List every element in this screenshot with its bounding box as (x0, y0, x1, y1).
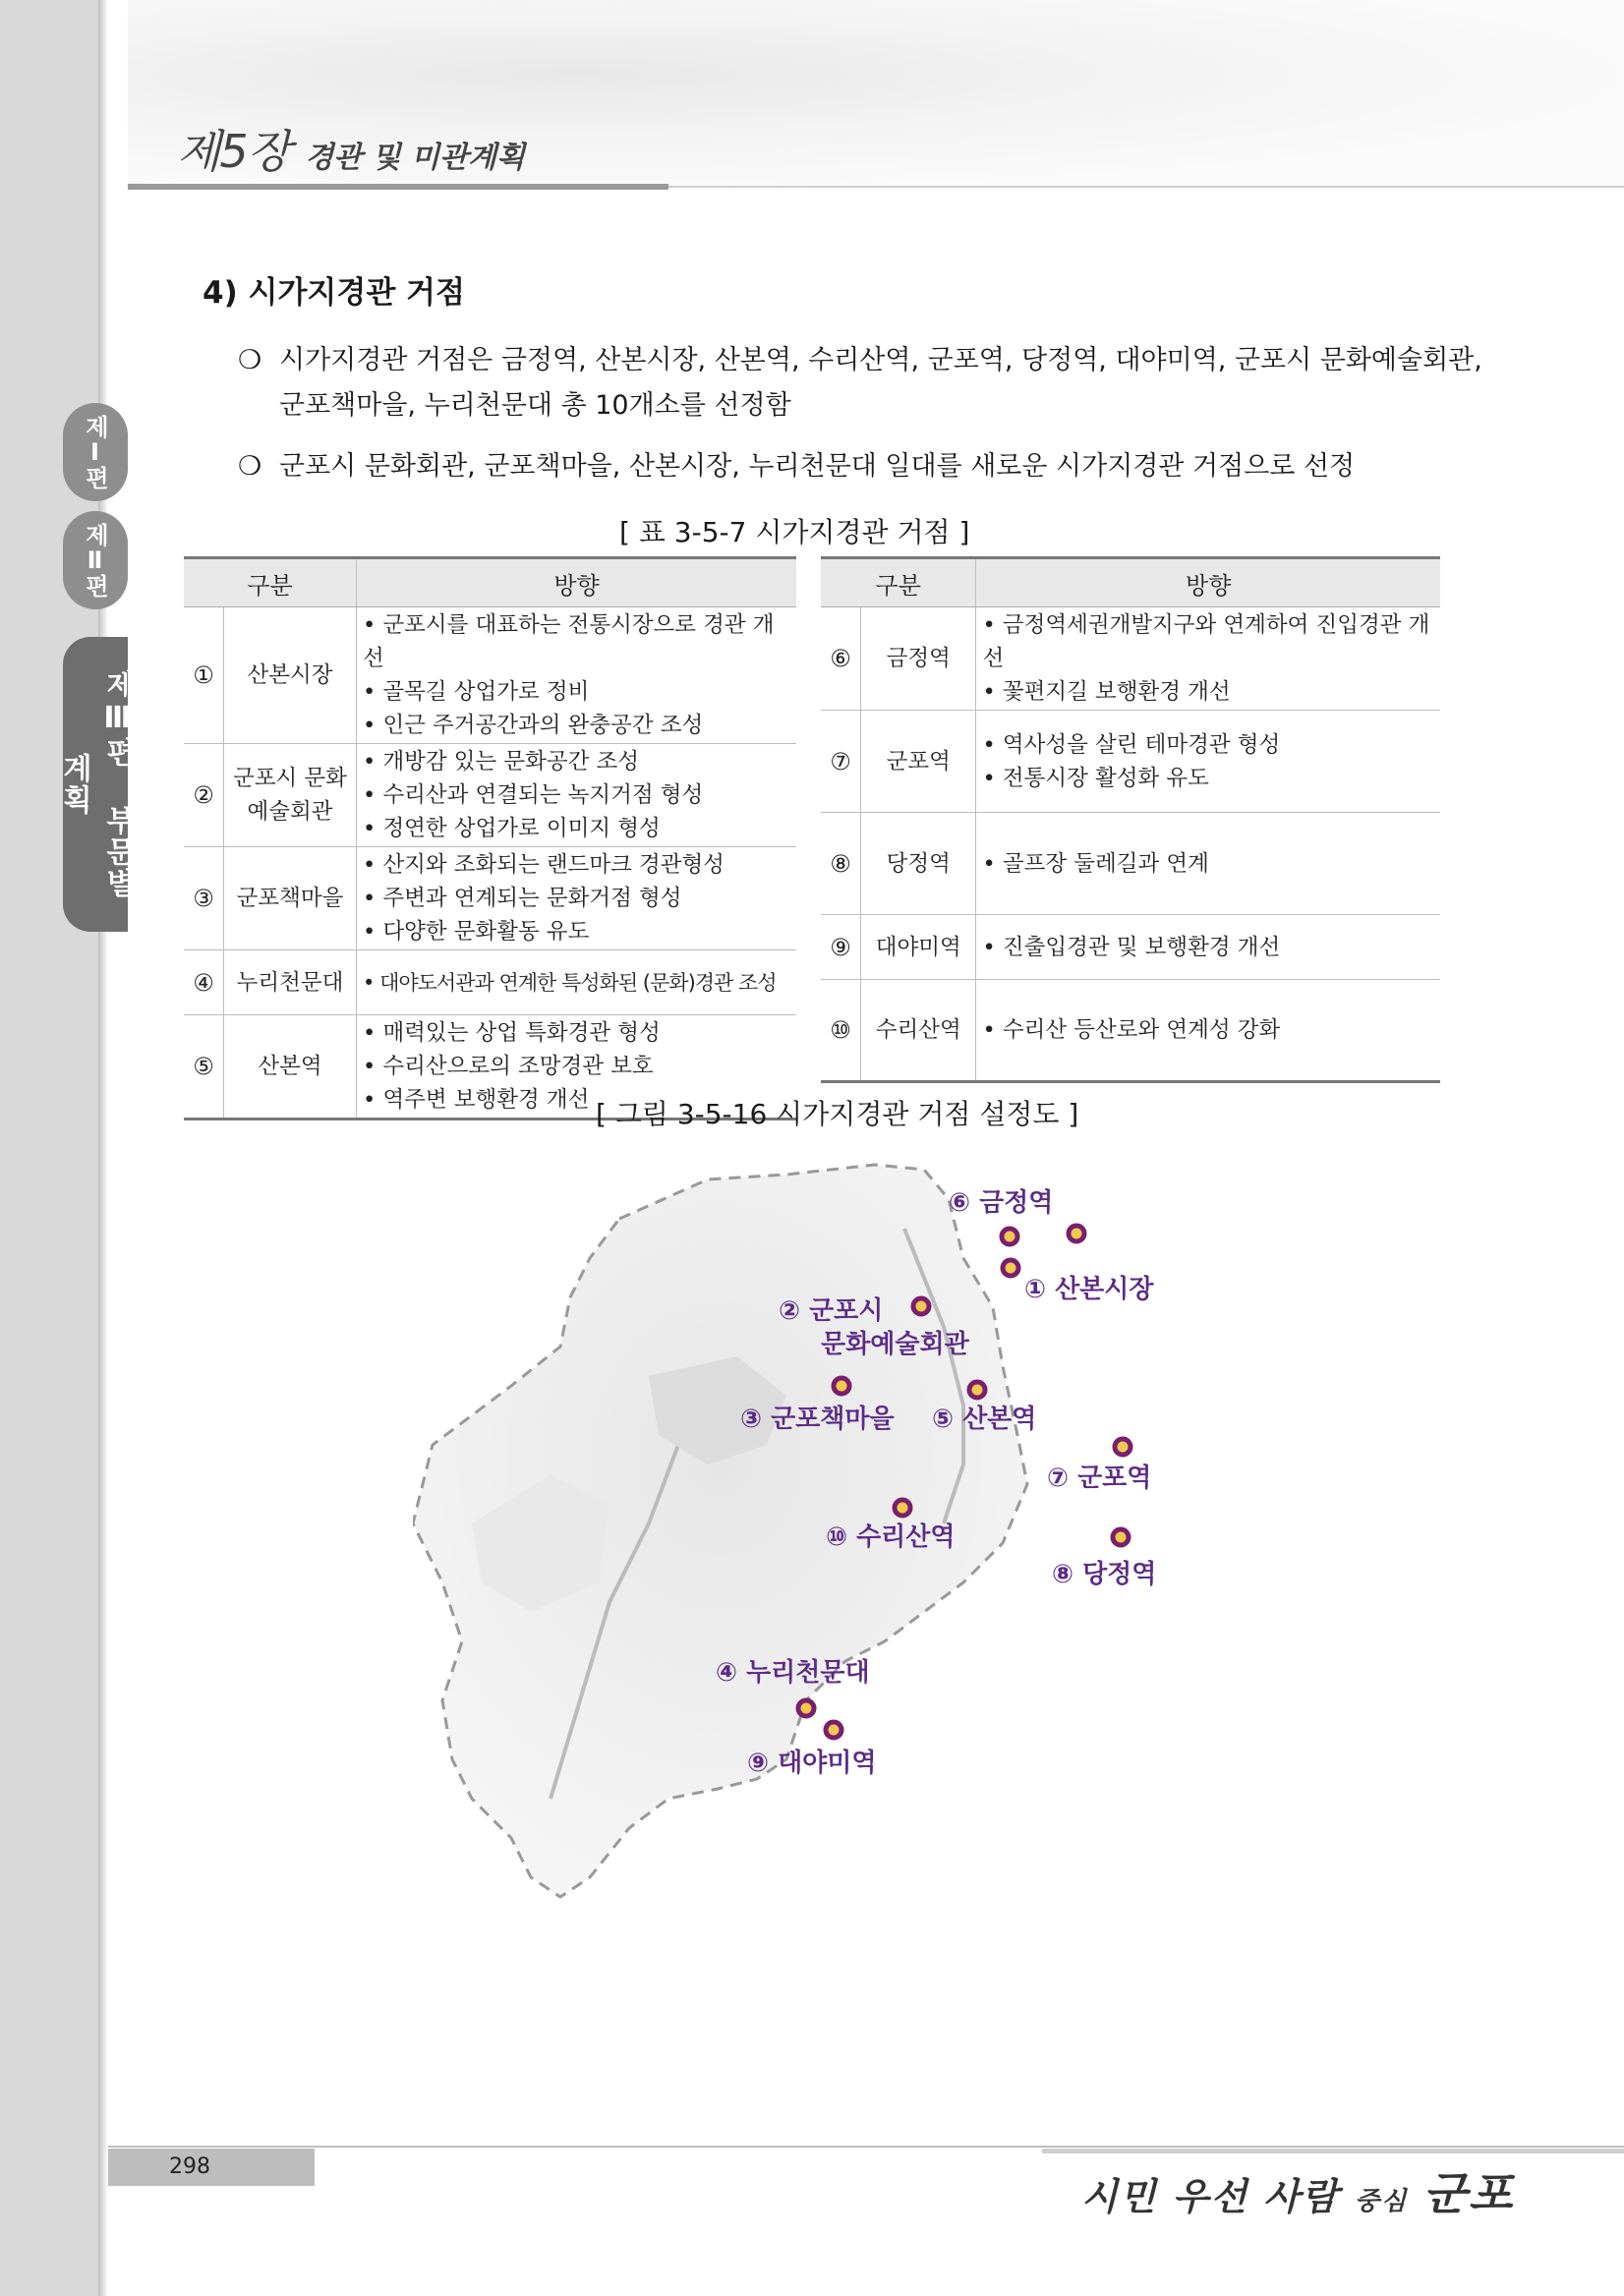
table-row (821, 980, 1440, 1082)
table-header-category: 구분 (184, 558, 357, 607)
binding-shadow (98, 0, 108, 2296)
side-tab-part2[interactable]: 제Ⅱ편 (63, 511, 128, 609)
table-row (821, 813, 1440, 915)
direction-item: • 골프장 둘레길과 연계 (982, 847, 1439, 881)
bullet-item (238, 338, 1486, 429)
direction-item: • 군포시를 대표하는 전통시장으로 경관 개선 (363, 608, 795, 675)
label-sanbon-market: ① 산본시장 (1024, 1275, 1154, 1304)
row-directions (357, 744, 797, 847)
table-row (184, 847, 796, 950)
row-name: 군포책마을 (224, 847, 357, 950)
table-header-direction: 방향 (357, 558, 797, 607)
table-row (821, 711, 1440, 813)
marker-dangjeong-station[interactable] (1113, 1529, 1129, 1545)
marker-sanbon-market-dot[interactable] (1003, 1260, 1018, 1276)
row-number: ⑤ (184, 1015, 224, 1119)
row-name: 수리산역 (861, 980, 976, 1082)
direction-item: • 역주변 보행환경 개선 (363, 1083, 795, 1117)
direction-item: • 역사성을 살린 테마경관 형성 (982, 728, 1439, 762)
table-row (821, 915, 1440, 980)
row-name: 대야미역 (861, 915, 976, 980)
marker-sanbon-market[interactable] (1002, 1229, 1017, 1244)
label-book-village: ③ 군포책마을 (740, 1405, 895, 1434)
row-directions (976, 607, 1440, 711)
direction-item: • 수리산과 연결되는 녹지거점 형성 (363, 778, 795, 812)
city-slogan (1081, 2158, 1514, 2223)
landmark-map (413, 1150, 1219, 2015)
row-name: 금정역 (861, 607, 976, 711)
label-daeyami-station: ⑨ 대야미역 (747, 1749, 877, 1778)
row-name: 산본역 (224, 1015, 357, 1119)
direction-item: • 산지와 조화되는 랜드마크 경관형성 (363, 848, 795, 882)
side-tab-part1[interactable]: 제Ⅰ편 (63, 403, 128, 501)
header-rule (128, 184, 668, 190)
row-directions (976, 813, 1440, 915)
slogan-part3: 중심 (1354, 2187, 1409, 2216)
row-name: 산본시장 (224, 607, 357, 744)
row-name: 군포역 (861, 711, 976, 813)
circle-bullet-icon: ❍ (238, 345, 262, 375)
marker-book-village[interactable] (834, 1378, 849, 1394)
row-directions (976, 711, 1440, 813)
direction-item: • 대야도서관과 연계한 특성화된 (문화)경관 조성 (363, 966, 795, 1000)
marker-geumjeong[interactable] (1069, 1226, 1084, 1241)
direction-item: • 다양한 문화활동 유도 (363, 915, 795, 948)
row-number: ⑦ (821, 711, 861, 813)
bullet-item (238, 444, 1486, 489)
direction-item: • 정연한 상업가로 이미지 형성 (363, 812, 795, 845)
label-observatory: ④ 누리천문대 (716, 1658, 870, 1688)
row-number: ① (184, 607, 224, 744)
page-number: 298 (169, 2154, 210, 2179)
direction-item: • 수리산 등산로와 연계성 강화 (982, 1013, 1439, 1047)
binding-strip (0, 0, 105, 2296)
table-caption: [ 표 3-5-7 시가지경관 거점 ] (619, 516, 970, 548)
row-number: ⑧ (821, 813, 861, 915)
footer-rule (108, 2146, 1624, 2148)
chapter-number: 제5장 (177, 125, 291, 178)
direction-item: • 진출입경관 및 보행환경 개선 (982, 931, 1439, 964)
label-surisan-station: ⑩ 수리산역 (826, 1522, 956, 1552)
label-arts-center-line1: ② 군포시 (779, 1296, 884, 1326)
table-row (821, 607, 1440, 711)
row-directions (976, 915, 1440, 980)
map-svg (413, 1150, 1219, 2015)
label-dangjeong-station: ⑧ 당정역 (1052, 1560, 1157, 1589)
label-geumjeong: ⑥ 금정역 (949, 1188, 1054, 1218)
row-name: 누리천문대 (224, 950, 357, 1015)
chapter-title: 경관 및 미관계획 (305, 141, 525, 175)
label-arts-center-line2: 문화예술회관 (821, 1330, 969, 1359)
row-directions (357, 950, 797, 1015)
landmark-table-right (821, 556, 1440, 1083)
row-number: ③ (184, 847, 224, 950)
row-number: ④ (184, 950, 224, 1015)
footer-rule-right (1042, 2149, 1624, 2153)
row-number: ⑥ (821, 607, 861, 711)
slogan-part4: 군포 (1422, 2167, 1515, 2220)
direction-item: • 매력있는 상업 특화경관 형성 (363, 1016, 795, 1050)
table-row (184, 607, 796, 744)
row-directions (976, 980, 1440, 1082)
table-row (184, 744, 796, 847)
table-header-direction: 방향 (976, 558, 1440, 607)
bullet-text: 시가지경관 거점은 금정역, 산본시장, 산본역, 수리산역, 군포역, 당정역, 대야미역, 군포시 문화예술회관, 군포책마을, 누리천문대 총 10개소를 선정함 (279, 345, 1482, 421)
label-gunpo-station: ⑦ 군포역 (1047, 1464, 1152, 1493)
direction-item: • 개방감 있는 문화공간 조성 (363, 745, 795, 778)
direction-item: • 인근 주거공간과의 완충공간 조성 (363, 709, 795, 742)
direction-item: • 꽃편지길 보행환경 개선 (982, 675, 1439, 709)
marker-observatory[interactable] (798, 1700, 814, 1716)
slogan-part1: 시민 우선 (1081, 2175, 1249, 2218)
slogan-part2: 사람 (1263, 2175, 1340, 2218)
row-number: ⑨ (821, 915, 861, 980)
table-row (184, 950, 796, 1015)
direction-item: • 전통시장 활성화 유도 (982, 762, 1439, 795)
direction-item: • 골목길 상업가로 정비 (363, 675, 795, 709)
landmark-table-left (184, 556, 796, 1120)
chapter-heading (177, 116, 525, 181)
header-rule-thin (668, 186, 1624, 188)
row-number: ⑩ (821, 980, 861, 1082)
label-sanbon-station: ⑤ 산본역 (932, 1405, 1037, 1434)
direction-item: • 수리산으로의 조망경관 보호 (363, 1050, 795, 1083)
row-number: ② (184, 744, 224, 847)
marker-sanbon-station[interactable] (969, 1382, 985, 1398)
side-tab-part3[interactable]: 제Ⅲ편 부문별 계획 (63, 637, 128, 932)
row-directions (357, 607, 797, 744)
marker-surisan-station[interactable] (895, 1500, 910, 1516)
marker-gunpo-station[interactable] (1115, 1439, 1131, 1455)
row-name: 당정역 (861, 813, 976, 915)
table-header-category: 구분 (821, 558, 976, 607)
bullet-text: 군포시 문화회관, 군포책마을, 산본시장, 누리천문대 일대를 새로운 시가지경관 거점으로 선정 (279, 451, 1356, 482)
section-title: 4) 시가지경관 거점 (203, 275, 465, 311)
figure-caption: [ 그림 3-5-16 시가지경관 거점 설정도 ] (596, 1098, 1079, 1130)
marker-daeyami-station[interactable] (826, 1722, 841, 1738)
row-directions (357, 847, 797, 950)
circle-bullet-icon: ❍ (238, 451, 262, 482)
row-name: 군포시 문화 예술회관 (224, 744, 357, 847)
direction-item: • 금정역세권개발지구와 연계하여 진입경관 개선 (982, 608, 1439, 675)
direction-item: • 주변과 연계되는 문화거점 형성 (363, 882, 795, 915)
marker-arts-center[interactable] (913, 1298, 929, 1314)
page-number-box (108, 2149, 315, 2186)
